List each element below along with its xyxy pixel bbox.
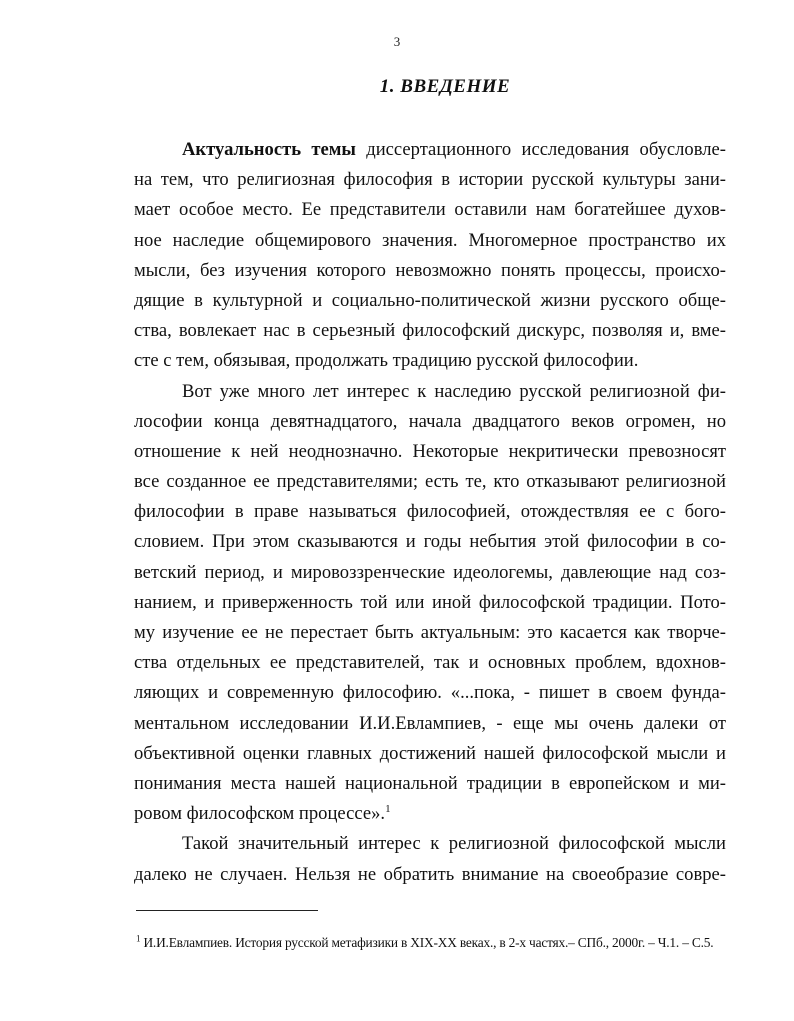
- page-number: 3: [393, 34, 401, 49]
- body-text: [134, 135, 726, 890]
- paragraph-2-last-line: [134, 799, 726, 829]
- paragraph-2-line: Вот уже много лет интерес к наследию русской религиозной фи-: [182, 380, 726, 402]
- paragraph-2-line: все созданное ее представителями; есть те, кто отказывают религиозной: [134, 471, 726, 493]
- paragraph-2-line: отношение к ней неоднозначно. Некоторые некритически превозносят: [134, 440, 726, 462]
- paragraph-2-line: понимания места нашей национальной традиции в европейском и ми-: [134, 772, 726, 794]
- footnote: [136, 935, 736, 951]
- paragraph-1-line: на тем, что религиозная философия в истории русской культуры зани-: [134, 169, 726, 191]
- section-heading: 1. ВВЕДЕНИЕ: [379, 76, 511, 97]
- paragraph-1-line: мысли, без изучения которого невозможно понять процессы, происхо-: [134, 259, 726, 281]
- footnote-text: И.И.Евлампиев. История русской метафизики в XIX-XX веках., в 2-х частях.– СПб., 2000г. – Ч.1. – С.5.: [140, 935, 714, 950]
- footnote-marker: 1: [136, 933, 141, 944]
- bold-lead-phrase: Актуальность темы: [182, 139, 356, 160]
- footnote-reference[interactable]: 1: [385, 802, 391, 815]
- paragraph-3-line: далеко не случаен. Нельзя не обратить внимание на своеобразие совре-: [134, 863, 726, 885]
- paragraph-3-line: Такой значительный интерес к религиозной философской мысли: [182, 833, 726, 855]
- footnote-divider: [136, 910, 318, 911]
- paragraph-2-line: ветский период, и мировоззренческие идеологемы, давлеющие над соз-: [134, 561, 726, 583]
- paragraph-1-line: ное наследие общемирового значения. Многомерное пространство их: [134, 229, 726, 251]
- paragraph-2-line: словием. При этом сказываются и годы небытия этой философии в со-: [134, 531, 726, 553]
- paragraph-2-line: му изучение ее не перестает быть актуальным: это касается как творче-: [134, 622, 726, 643]
- paragraph-2-line: объективной оценки главных достижений нашей философской мысли и: [134, 742, 726, 764]
- paragraph-2-line: ства отдельных ее представителей, так и основных проблем, вдохнов-: [134, 652, 726, 674]
- paragraph-1-line: сте с тем, обязывая, продолжать традицию русской философии.: [134, 350, 639, 372]
- paragraph-2-line: ляющих и современную философию. «...пока, - пишет в своем фунда-: [134, 682, 726, 704]
- paragraph-1-line: дящие в культурной и социально-политической жизни русского обще-: [134, 289, 726, 311]
- paragraph-2-line: ментальном исследовании И.И.Евлампиев, - еще мы очень далеки от: [134, 712, 726, 734]
- paragraph-2-line: нанием, и приверженность той или иной философской традиции. Пото-: [134, 591, 726, 613]
- paragraph-1-line: мает особое место. Ее представители оставили нам богатейшее духов-: [134, 199, 726, 221]
- paragraph-1-line: ства, вовлекает нас в серьезный философский дискурс, позволяя и, вме-: [134, 320, 726, 342]
- paragraph-2-last-line-text: ровом философском процессе».: [134, 803, 386, 825]
- paragraph-1-line-1-rest: диссертационного исследования обусловле-: [355, 139, 726, 160]
- paragraph-1-line-1: [134, 135, 726, 165]
- paragraph-2-line: лософии конца девятнадцатого, начала двадцатого веков огромен, но: [134, 410, 726, 432]
- paragraph-2-line: философии в праве называться философией, отождествляя ее с бого-: [134, 501, 726, 523]
